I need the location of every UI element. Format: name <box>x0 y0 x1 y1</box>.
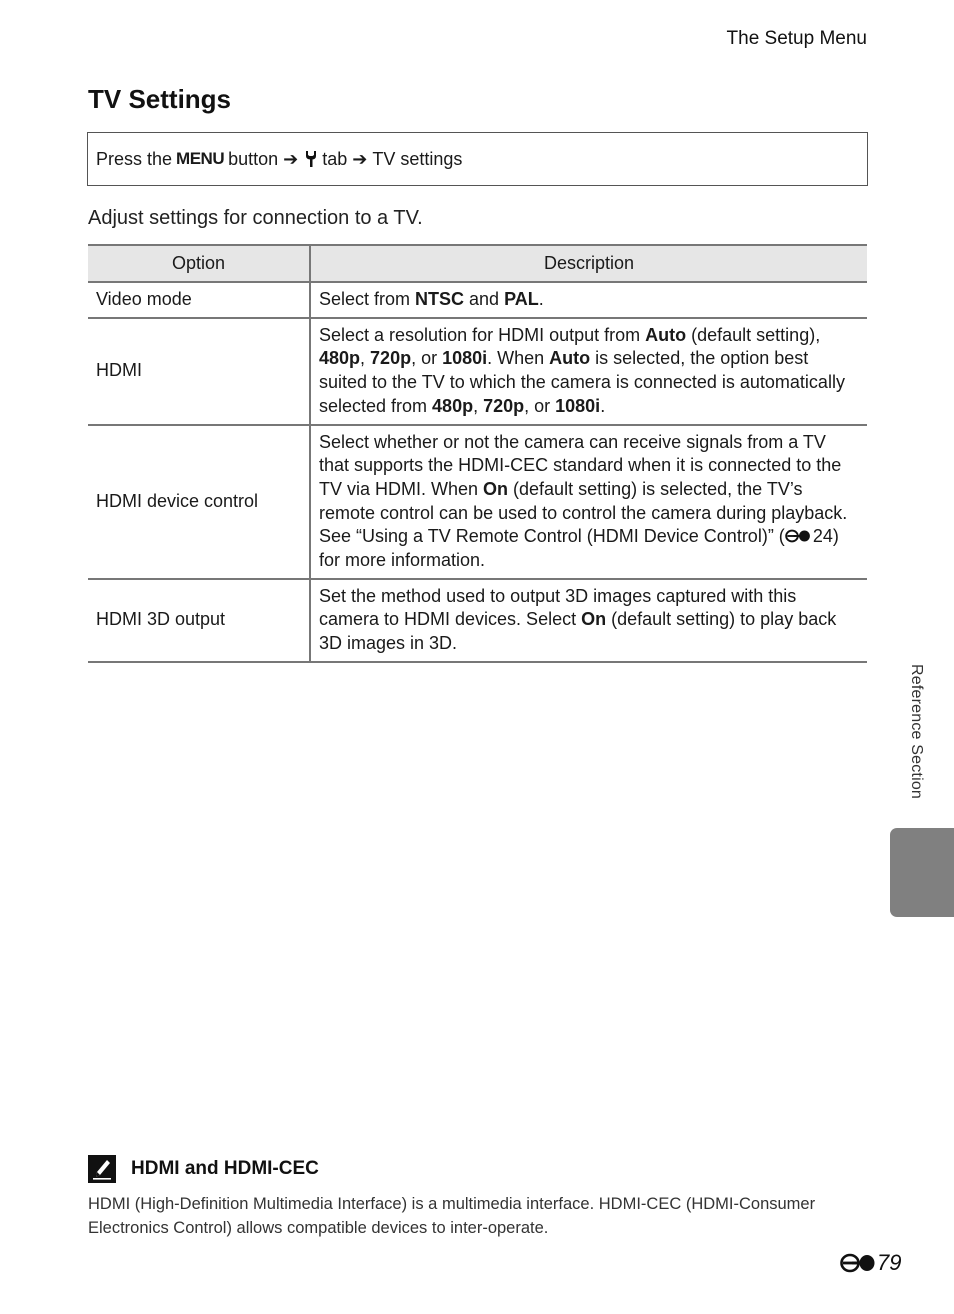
bold-setting-value: NTSC <box>415 289 465 309</box>
pencil-note-icon <box>88 1155 116 1183</box>
bold-setting-value: Auto <box>645 324 687 345</box>
description-text: , <box>473 395 484 416</box>
description-text: . <box>538 289 544 309</box>
bold-setting-value: On <box>483 478 509 499</box>
nav-tab-text: tab <box>322 148 348 169</box>
nav-item-text: TV settings <box>372 148 463 169</box>
option-cell: HDMI device control <box>88 425 310 579</box>
description-text: (default setting) is selected, the TV’s remote control can be used to control the camera during playback. See “Using a TV Remote Control (HDMI Device Control)” ( <box>319 478 848 547</box>
description-text: Select from <box>319 289 416 309</box>
bold-setting-value: 1080i <box>442 348 488 369</box>
description-text: . <box>600 395 606 416</box>
note-body: HDMI (High-Definition Multimedia Interface) is a multimedia interface. HDMI-CEC (HDMI-Consumer Electronics Control) allows compatible devices to inter-operate. <box>88 1195 816 1237</box>
description-text: Select whether or not the camera can receive signals from a TV that supports the HDMI-CEC standard when it is connected to the TV via HDMI. When <box>319 431 842 499</box>
wrench-icon <box>304 150 318 168</box>
page-title: TV Settings <box>88 84 232 114</box>
bold-setting-value: 1080i <box>555 395 601 416</box>
page-number <box>840 1250 901 1276</box>
nav-press-text: Press the <box>96 148 173 169</box>
navigation-path-box <box>87 132 868 186</box>
table-row <box>88 425 867 579</box>
description-cell <box>310 318 867 425</box>
options-table <box>88 244 867 663</box>
reference-e-icon <box>840 1253 876 1273</box>
description-text: is selected, the option best suited to the TV to which the camera is connected is automatically selected from <box>319 348 845 416</box>
description-text: Select a resolution for HDMI output from <box>319 324 646 345</box>
description-text: , or <box>411 348 443 369</box>
table-row <box>88 318 867 425</box>
description-text: (default setting) to play back 3D images in 3D. <box>319 609 837 654</box>
section-thumb-tab <box>890 828 954 917</box>
option-cell: HDMI 3D output <box>88 579 310 662</box>
menu-button-glyph: MENU <box>176 149 225 168</box>
description-text: (default setting), <box>686 324 821 345</box>
note-header <box>88 1155 319 1183</box>
column-header-option: Option <box>88 245 310 282</box>
description-cell <box>310 579 867 662</box>
bold-setting-value: On <box>581 609 607 630</box>
description-text: and <box>464 289 505 309</box>
table-row <box>88 282 867 318</box>
bold-setting-value: 480p <box>432 395 474 416</box>
bold-setting-value: PAL <box>504 289 539 309</box>
table-body <box>88 282 867 662</box>
option-cell: HDMI <box>88 318 310 425</box>
arrow-icon: ➔ <box>283 148 299 169</box>
bold-setting-value: 720p <box>483 395 525 416</box>
arrow-icon: ➔ <box>352 148 368 169</box>
description-cell <box>310 425 867 579</box>
description-cell <box>310 282 867 318</box>
bold-setting-value: 480p <box>319 348 361 369</box>
column-header-description: Description <box>310 245 867 282</box>
running-header: The Setup Menu <box>726 28 867 49</box>
nav-button-text: button <box>228 148 279 169</box>
table-row <box>88 579 867 662</box>
page-number-value: 79 <box>877 1250 902 1275</box>
bold-setting-value: Auto <box>549 348 591 369</box>
description-text: . When <box>487 348 550 369</box>
reference-e-icon <box>785 529 813 543</box>
description-text: , <box>360 348 371 369</box>
intro-text: Adjust settings for connection to a TV. <box>88 207 423 229</box>
description-text: , or <box>524 395 556 416</box>
description-text: 24) for more information. <box>319 526 839 571</box>
bold-setting-value: 720p <box>370 348 412 369</box>
table-header-row <box>88 245 867 282</box>
description-text: Set the method used to output 3D images captured with this camera to HDMI devices. Select <box>319 585 797 630</box>
option-cell: Video mode <box>88 282 310 318</box>
side-tab-label: Reference Section <box>908 664 925 800</box>
note-title: HDMI and HDMI-CEC <box>131 1158 319 1179</box>
